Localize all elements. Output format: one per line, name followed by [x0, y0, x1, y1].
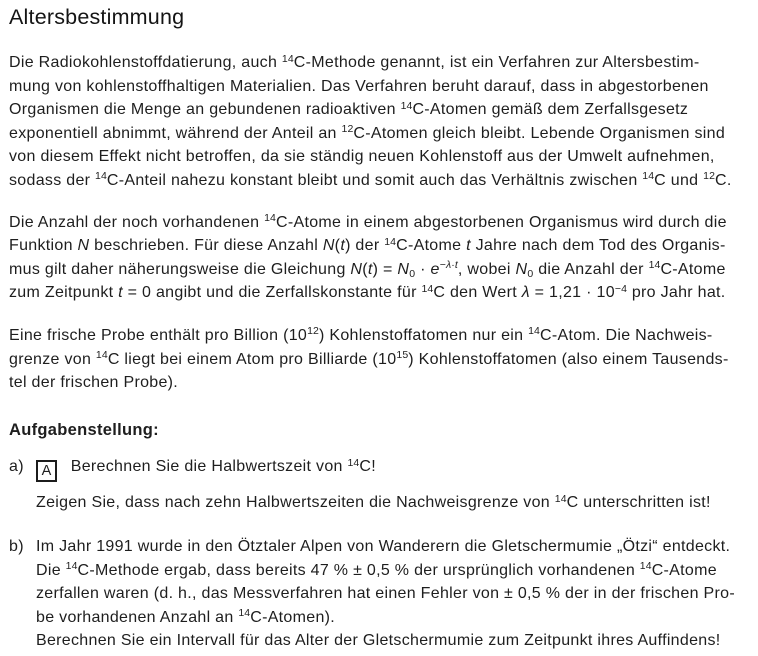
- text-line: Organismen die Menge an gebundenen radioaktiven $^{14}$C-Atomen gemäß dem Zerfallsgesetz: [9, 99, 689, 119]
- task-b-text: [36, 535, 754, 653]
- text-line: zerfallen waren (d. h., das Messverfahren hat einen Fehler von ± 0,5 % der in der frischen Pro-: [36, 585, 735, 603]
- task-a-instruction-1: Berechnen Sie die Halbwertszeit von $^{14}$C!: [70, 456, 376, 476]
- task-a-body: [36, 455, 754, 515]
- task-a-first-line: [36, 455, 754, 482]
- text-line: von diesem Effekt nicht betroffen, da sie ständig neuen Kohlenstoff aus der Umwelt aufnehmen,: [9, 148, 715, 166]
- text-line: Die Anzahl der noch vorhandenen $^{14}$C-Atome in einem abgestorbenen Organismus wird durch die: [9, 212, 727, 231]
- text-line: zum Zeitpunkt t = 0 angibt und die Zerfallskonstante für $^{14}$C den Wert $\lambda = 1,21 \cdot 10^{-4}$ pro Jahr hat.: [9, 282, 726, 302]
- text-line: Im Jahr 1991 wurde in den Ötztaler Alpen von Wanderern die Gletschermumie „Ötzi“ entdeckt.: [36, 537, 731, 555]
- task-item-b: [9, 535, 754, 653]
- text-line: mung von kohlenstoffhaltigen Materialien. Das Verfahren beruht darauf, dass in abgestorbenen: [9, 77, 709, 95]
- page-title: Altersbestimmung: [9, 5, 185, 29]
- paragraph-detection-limit: [9, 324, 754, 395]
- task-a-instruction-2: Zeigen Sie, dass nach zehn Halbwertszeiten die Nachweisgrenze von $^{14}$C unterschritten ist!: [36, 492, 711, 512]
- text-line: grenze von $^{14}$C liegt bei einem Atom pro Billiarde $(10^{15})$ Kohlenstoffatomen (also einem Tausends-: [9, 349, 729, 368]
- text-line: Die Radiokohlenstoffdatierung, auch $^{14}$C-Methode genannt, ist ein Verfahren zur Altersbestim-: [9, 52, 700, 71]
- text-line: tel der frischen Probe).: [9, 374, 179, 392]
- text-line: Berechnen Sie ein Intervall für das Alter der Gletschermumie zum Zeitpunkt ihres Auffindens!: [36, 632, 721, 650]
- task-item-a: [9, 455, 754, 515]
- text-line: Eine frische Probe enthält pro Billion $(10^{12})$ Kohlenstoffatomen nur ein $^{14}$C-Atom. Die Nachweis-: [9, 325, 713, 344]
- text-line: mus gilt daher näherungsweise die Gleichung $N(t) = N_0 \cdot e^{-\lambda\cdot t}$, wobei $N_0$ die Anzahl der $^{14}$C-Atome: [9, 259, 726, 281]
- answer-format-a-badge: A: [36, 460, 57, 482]
- tasks-heading: Aufgabenstellung:: [9, 420, 159, 439]
- text-line: sodass der $^{14}$C-Anteil nahezu konstant bleibt und somit auch das Verhältnis zwischen $^{14}$C und $^{12}$C.: [9, 170, 732, 189]
- paragraph-decay-function: [9, 211, 754, 305]
- text-line: Funktion N beschrieben. Für diese Anzahl N(t) der $^{14}$C-Atome t Jahre nach dem Tod des Organis-: [9, 235, 726, 255]
- text-line: exponentiell abnimmt, während der Anteil an $^{12}$C-Atomen gleich bleibt. Lebende Organismen sind: [9, 123, 726, 142]
- text-line: Die $^{14}$C-Methode ergab, dass bereits 47 % ± 0,5 % der ursprünglich vorhandenen $^{14}$C-Atome: [36, 560, 717, 579]
- text-line: be vorhandenen Anzahl an $^{14}$C-Atomen).: [36, 607, 336, 626]
- intro-paragraph-method: [9, 51, 754, 193]
- task-a-label: a): [9, 458, 24, 476]
- task-b-label: b): [9, 537, 24, 555]
- worksheet-document: [9, 5, 754, 653]
